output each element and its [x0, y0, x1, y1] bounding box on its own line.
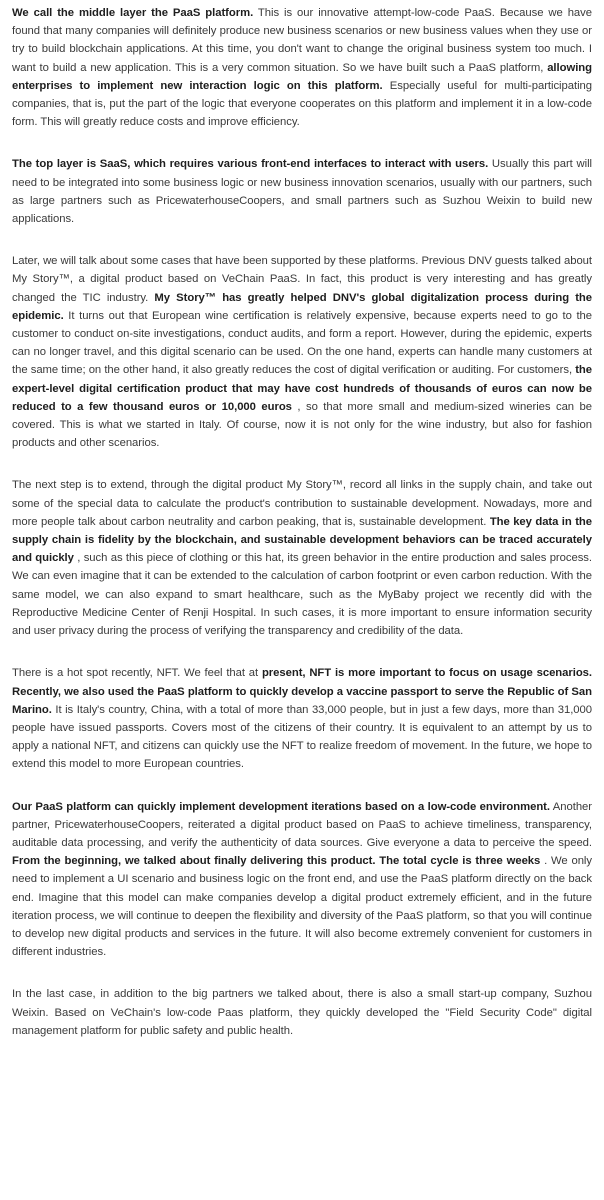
paragraph-text: The next step is to extend, through the digital product My Story™, record all links in the supply chain, and take out some of the special data to calculate the product's contribution to sustainable development. Nowadays, more and more people talk about carbon neutrality and carbon peaking, that is, sustainable development. [12, 479, 592, 528]
paragraph-bold-text: From the beginning, we talked about finally delivering this product. The total cycle is three weeks [12, 855, 541, 868]
paragraph-text: Especially useful for multi-participating companies, that is, put the part of the logic that everyone cooperates on this platform and implement it in a low-code form. This will greatly reduce costs and improve efficiency. [12, 79, 592, 129]
paragraph-bold-text: The key data in the supply chain is fidelity by the blockchain, and sustainable development behaviors can be traced accurately and quickly [12, 515, 592, 565]
paragraph-bold-text: My Story™ has greatly helped DNV's global digitalization process during the epidemic. [12, 291, 593, 322]
paragraph-bold-text: the expert-level digital certification product that may have cost hundreds of thousands of euros can now be reduced to a few thousand euros or 10,000 euros [12, 364, 592, 413]
paragraph-text: In the last case, in addition to the big partners we talked about, there is also a small start-up company, Suzhou Weixin. Based on VeChain's low-code Paas platform, they quickly developed the "Field Security Code" digital management platform for public safety and public health. [12, 988, 592, 1037]
paragraph-bold-text: We call the middle layer the PaaS platform. [12, 7, 254, 19]
paragraph-saas-layer [12, 155, 592, 228]
paragraph-text: , such as this piece of clothing or this hat, its green behavior in the entire production and sales process. We can even imagine that it can be extended to the calculation of carbon footprint or even carbon reduction. With the same model, we can also expand to smart healthcare, such as the MyBaby project we recently did with the Reproductive Medicine Center of Renji Hospital. In such cases, it is more important to ensure information security and user privacy during the process of verifying the transparency and credibility of the data. [12, 552, 592, 638]
paragraph-text: Another partner, PricewaterhouseCoopers, reiterated a digital product based on PaaS to achieve timeliness, transparency, auditable data processing, and verify the authenticity of data sources. Give everyone a data to perceive the speed. [12, 800, 592, 849]
paragraph-text: This is our innovative attempt-low-code PaaS. Because we have found that many companies will definitely produce new business scenarios or new business values when they use or try to build blockchain applications. At this time, you don't want to change the original business system too much. I want to build a new application. This is a very common situation. So we have built such a PaaS platform, [12, 7, 593, 74]
paragraph-text: Later, we will talk about some cases that have been supported by these platforms. Previous DNV guests talked about My Story™, a digital product based on VeChain PaaS. In fact, this product is very interesting and has greatly changed the TIC industry. [12, 255, 592, 304]
paragraph-text: There is a hot spot recently, NFT. We feel that at [12, 667, 262, 680]
paragraph-my-story-case [12, 252, 592, 452]
paragraph-text: , so that more small and medium-sized wineries can be covered. This is what we started in Italy. Of course, now it is not only for the wine industry, but also for fashion products and other scenarios. [12, 400, 592, 450]
paragraph-text: Usually this part will need to be integrated into some business logic or new business innovation scenarios, usually with our partners, such as large partners such as PricewaterhouseCoopers, and small partners such as Suzhou Weixin to build new applications. [12, 158, 592, 226]
paragraph-text: It turns out that European wine certification is relatively expensive, because experts need to go to the customer to conduct on-site investigations, conduct audits, and form a report. However, during the epidemic, experts can no longer travel, and this digital scenario can be used. On the one hand, experts can handle many customers at the same time; on the other hand, it also greatly reduces the cost of digital verification or auditing. For customers, [12, 309, 592, 377]
paragraph-text: It is Italy's country, China, with a total of more than 33,000 people, but in just a few days, more than 31,000 people have issued passports. Covers most of the citizens of their country. It is equivalent to an attempt by us to apply a national NFT, and citizens can quickly use the NFT to realize freedom of movement. In the future, we hope to extend this model to more European countries. [12, 703, 592, 771]
paragraph-paas-layer [12, 4, 592, 131]
paragraph-bold-text: Our PaaS platform can quickly implement development iterations based on a low-code environment. [12, 800, 550, 813]
paragraph-bold-text: present, NFT is more important to focus on usage scenarios. Recently, we also used the PaaS platform to quickly develop a vaccine passport to serve the Republic of San Marino. [12, 667, 592, 716]
paragraph-text: . We only need to implement a UI scenario and business logic on the front end, and use the PaaS platform directly on the back end. Imagine that this model can make companies develop a digital product extremely efficient, and in the future iteration process, we will continue to deepen the flexibility and diversity of the PaaS platform, so that you will continue to develop new digital products and services in the future. It will also become extremely convenient for customers in different industries. [12, 855, 592, 959]
paragraph-low-code-iterations [12, 798, 592, 962]
paragraph-nft [12, 664, 592, 773]
paragraph-supply-chain [12, 476, 592, 640]
paragraph-suzhou-weixin [12, 985, 592, 1040]
paragraph-bold-text: The top layer is SaaS, which requires various front-end interfaces to interact with users. [12, 158, 489, 171]
paragraph-bold-text: allowing enterprises to implement new interaction logic on this platform. [12, 61, 592, 92]
